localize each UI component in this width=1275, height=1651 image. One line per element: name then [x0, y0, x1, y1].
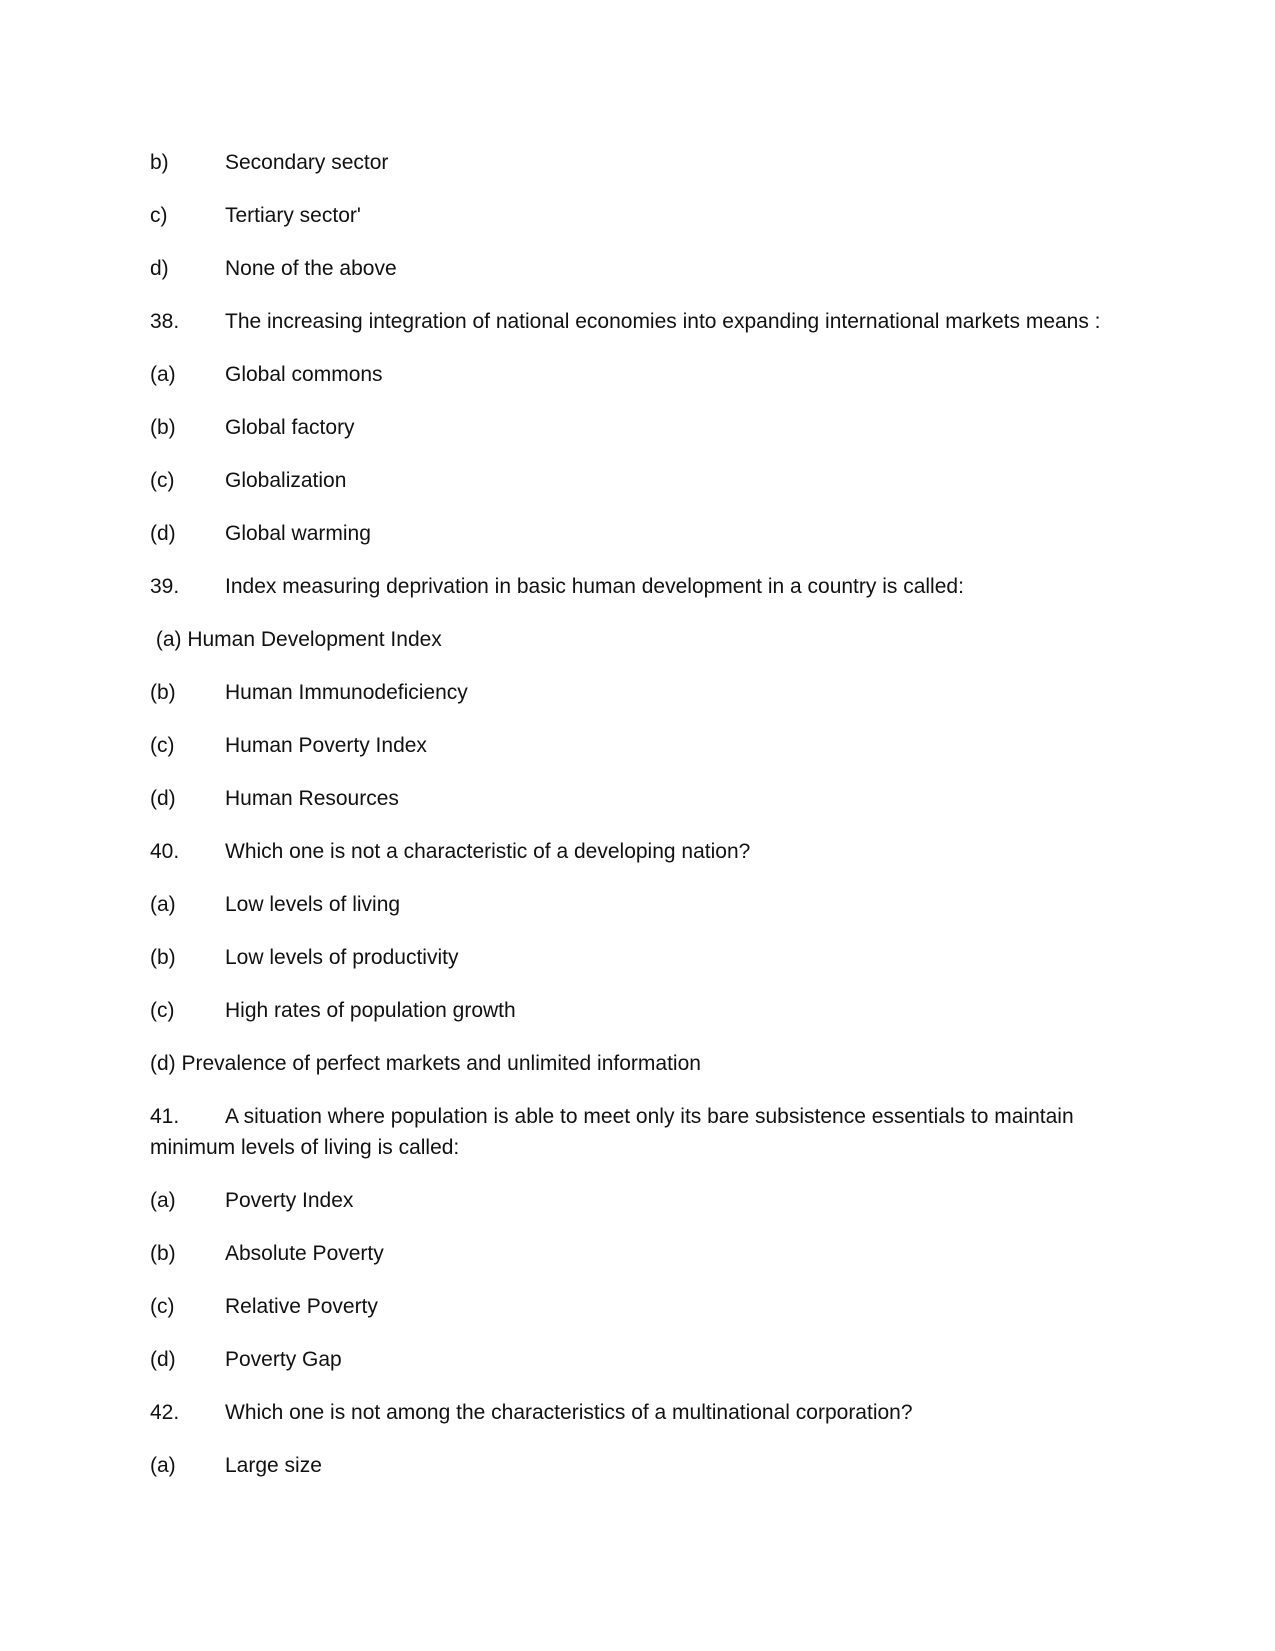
option-text: Large size — [225, 1454, 322, 1477]
question-number: 38. — [150, 310, 180, 333]
question-text: Which one is not among the characteristics of a multinational corporation? — [225, 1401, 913, 1424]
option-label: (d) — [150, 1348, 176, 1371]
option-label: (c) — [150, 1295, 175, 1318]
option-label: c) — [150, 204, 168, 227]
option-text: Low levels of living — [225, 893, 401, 916]
option-text: Tertiary sector' — [225, 204, 361, 227]
option-label: (b) — [150, 1242, 176, 1265]
option-label: (d) — [150, 522, 176, 545]
option-text: Poverty Index — [225, 1189, 354, 1212]
option-label: (b) — [150, 416, 176, 439]
option-text: Human Poverty Index — [225, 734, 427, 757]
option-text: Absolute Poverty — [225, 1242, 384, 1265]
option-text: Relative Poverty — [225, 1295, 378, 1318]
question-text: The increasing integration of national economies into expanding international markets means : — [225, 310, 1101, 333]
option-label: (a) — [150, 893, 176, 916]
option-text: Poverty Gap — [225, 1348, 342, 1371]
option-text: Globalization — [225, 469, 347, 492]
option-text: Low levels of productivity — [225, 946, 459, 969]
option-text: Secondary sector — [225, 151, 389, 174]
option-text: High rates of population growth — [225, 999, 516, 1022]
option-label: b) — [150, 151, 169, 174]
option-label: (a) — [150, 1454, 176, 1477]
option-text: Human Resources — [225, 787, 399, 810]
option-text: None of the above — [225, 257, 397, 280]
question-number: 41. — [150, 1105, 180, 1128]
option-label: d) — [150, 257, 169, 280]
option-text: Global commons — [225, 363, 383, 386]
question-number: 39. — [150, 575, 180, 598]
question-text: Which one is not a characteristic of a developing nation? — [225, 840, 751, 863]
question-41 — [150, 1101, 1130, 1163]
option-free-text: (d) Prevalence of perfect markets and unlimited information — [150, 1052, 701, 1075]
question-number: 42. — [150, 1401, 180, 1424]
question-text: Index measuring deprivation in basic human development in a country is called: — [225, 575, 964, 598]
option-label: (b) — [150, 946, 176, 969]
option-label: (c) — [150, 999, 175, 1022]
option-free-text: (a) Human Development Index — [150, 628, 442, 651]
option-label: (c) — [150, 469, 175, 492]
option-text: Global factory — [225, 416, 355, 439]
option-label: (a) — [150, 363, 176, 386]
option-label: (c) — [150, 734, 175, 757]
option-label: (d) — [150, 787, 176, 810]
question-text: A situation where population is able to meet only its bare subsistence essentials to maintain minimum levels of living is called: — [150, 1105, 1074, 1159]
option-text: Global warming — [225, 522, 371, 545]
option-label: (b) — [150, 681, 176, 704]
option-text: Human Immunodeficiency — [225, 681, 468, 704]
option-label: (a) — [150, 1189, 176, 1212]
question-number: 40. — [150, 840, 180, 863]
